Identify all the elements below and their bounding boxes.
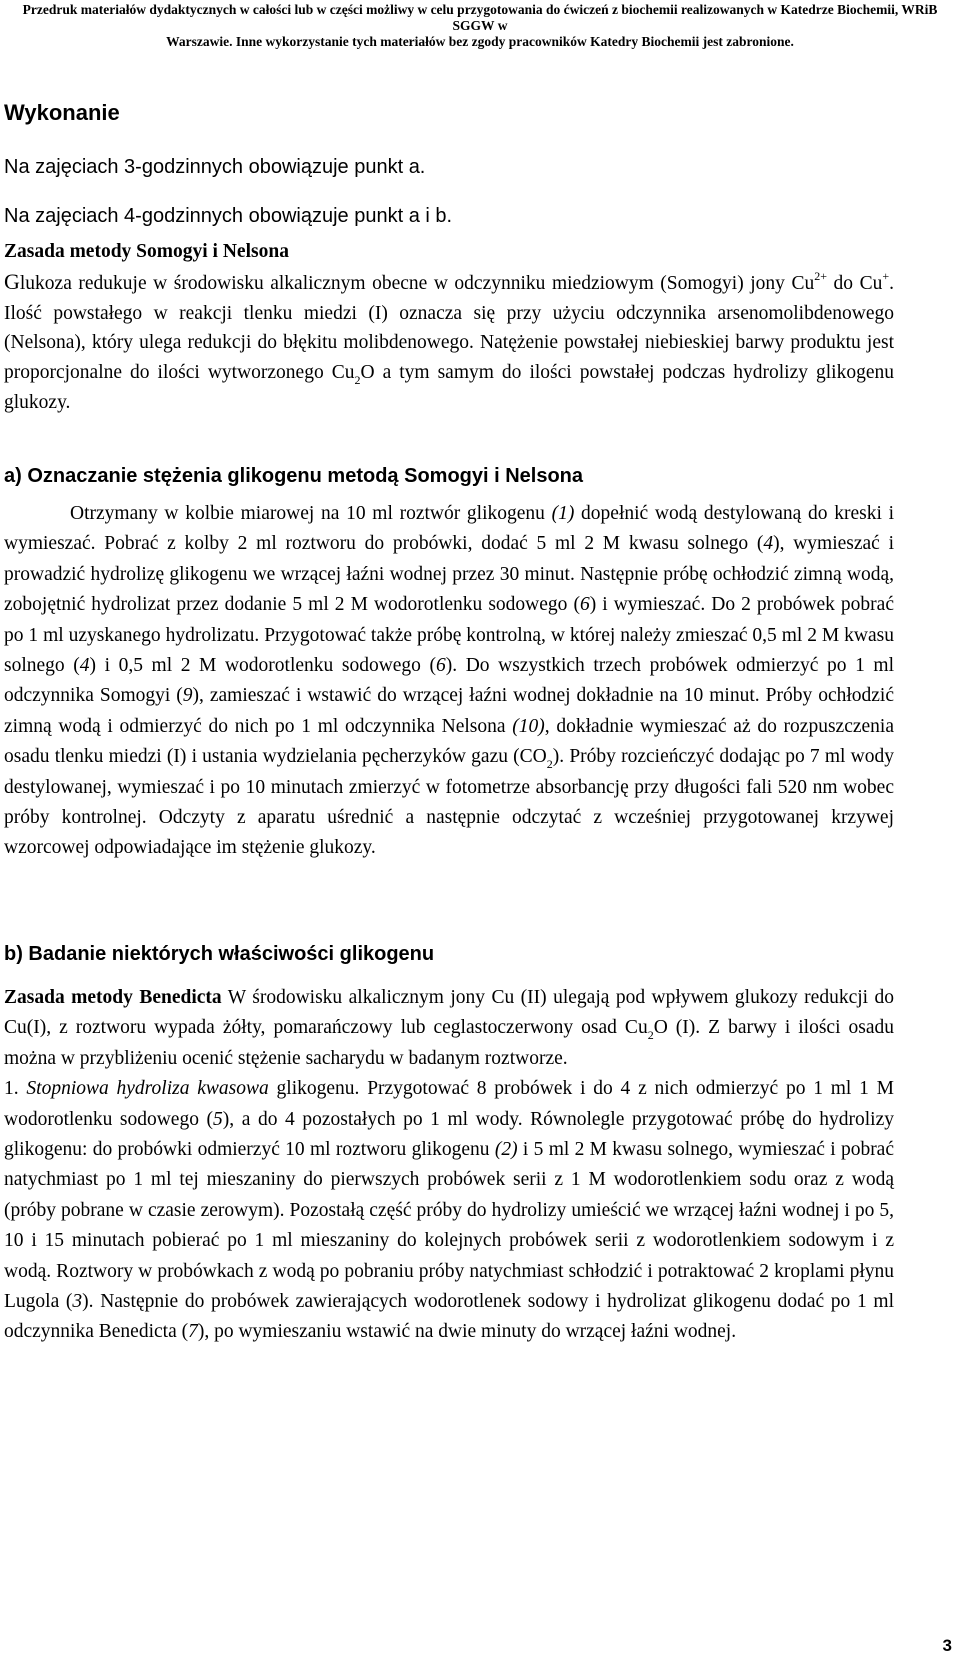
page-number: 3	[942, 1636, 952, 1655]
intro-line-1: Na zajęciach 3-godzinnych obowiązuje punkt a.	[4, 156, 426, 178]
principle-text-a: lukoza redukuje w środowisku alkalicznym obecne w odczynniku miedziowym (Somogyi) jony Cu	[19, 272, 815, 294]
step-number: 1.	[4, 1078, 27, 1100]
benedict-principle-title: Zasada metody Benedicta	[4, 987, 222, 1008]
reagent-ref: (2)	[494, 1139, 518, 1161]
section-b-text: glikogenu. Przygotować 8 probówek i do 4 z nich odmierzyć po 1 ml 1 M wodorotlenku sodowego (	[4, 1078, 894, 1130]
copyright-header	[0, 2, 960, 50]
section-a-text: ) i wymieszać. Do 2 probówek pobrać po 1 ml uzyskanego hydrolizatu. Przygotować także próbę kontrolną, w której należy zmieszać 0,5 ml 2 M kwasu solnego (	[4, 594, 894, 677]
step-title: Stopniowa hydroliza kwasowa	[26, 1078, 269, 1100]
section-b-text: i 5 ml 2 M kwasu solnego, wymieszać i pobrać natychmiast po 1 ml tej mieszaniny do pierwszych probówek serii z 1 M wodorotlenkiem sodu oraz z wodą (próby pobrane w czasie zerowym). Pozostałą część próby do hydrolizy umieścić we wrzącej łaźni wodnej i po 5, 10 i 15 minutach pobierać po 1 ml mieszaniny do kolejnych probówek serii z wodorotlenkiem sodowym i z wodą. Roztwory w probówkach z wodą po pobraniu próby natychmiast schłodzić i potraktować 2 kroplami płynu Lugola (	[4, 1139, 894, 1313]
section-a-text: ) i 0,5 ml 2 M wodorotlenku sodowego (	[89, 655, 437, 677]
section-b-text: W środowisku alkalicznym jony Cu (II) ulegają pod wpływem glukozy redukcji do Cu(I), z roztworu wypada żółty, pomarańczowy lub ceglastoczerwony osad Cu	[4, 987, 895, 1039]
section-b-text: ). Następnie do probówek zawierających wodorotlenek sodowy i hydrolizat glikogenu dodać po 1 ml odczynnika Benedicta (	[4, 1291, 894, 1343]
principle-text-d: O a tym samym do ilości powstałej podczas hydrolizy glikogenu glukozy.	[4, 362, 894, 413]
section-a-text: ). Do wszystkich trzech probówek odmierzyć po 1 ml odczynnika Somogyi (	[4, 655, 895, 707]
reagent-ref: (10)	[512, 715, 545, 737]
reagent-ref: (1)	[551, 503, 575, 524]
reagent-ref: 5	[213, 1108, 223, 1130]
subscript: 2	[546, 757, 553, 772]
section-a-text: Otrzymany w kolbie miarowej na 10 ml roztwór glikogenu	[70, 503, 552, 524]
section-a-text: , dokładnie wymieszać aż do rozpuszczenia osadu tlenku miedzi (I) i ustania wydzielania pęcherzyków gazu (CO	[4, 715, 894, 768]
section-a-paragraph	[4, 499, 894, 864]
principle-sub-1: 2	[354, 373, 361, 388]
intro-line-2: Na zajęciach 4-godzinnych obowiązuje punkt a i b.	[4, 205, 453, 227]
header-line-2: Warszawie. Inne wykorzystanie tych materiałów bez zgody pracowników Katedry Biochemii jest zabronione.	[166, 34, 794, 49]
principle-title: Zasada metody Somogyi i Nelsona	[4, 241, 289, 262]
section-b-text: ), a do 4 pozostałych po 1 ml wody. Równolegle przygotować próbę do hydrolizy glikogenu: do probówki odmierzyć 10 ml roztworu glikogenu	[4, 1108, 895, 1161]
section-b-text: O (I). Z barwy i ilości osadu można w przybliżeniu ocenić stężenie sacharydu w badanym roztworze.	[4, 1017, 894, 1069]
reagent-ref: 3	[72, 1291, 83, 1313]
reagent-ref: 7	[188, 1321, 198, 1343]
section-b-text: ), po wymieszaniu wstawić na dwie minuty do wrzącej łaźni wodnej.	[197, 1321, 737, 1343]
section-a-text: dopełnić wodą destylowaną do kreski i wymieszać. Pobrać z kolby 2 ml roztworu do probówki, dodać 5 ml 2 M kwasu solnego (	[4, 503, 894, 555]
principle-text-b: do Cu	[827, 272, 883, 294]
section-heading-wykonanie: Wykonanie	[4, 100, 120, 125]
header-line-1: Przedruk materiałów dydaktycznych w całości lub w części możliwy w celu przygotowania do ćwiczeń z biochemii realizowanych w Katedrze Biochemii, WRiB SGGW w	[22, 2, 938, 33]
subscript: 2	[647, 1028, 654, 1043]
reagent-ref: 6	[436, 655, 446, 677]
section-b-title: b) Badanie niektórych właściwości glikogenu	[4, 943, 435, 965]
reagent-ref: 4	[763, 533, 774, 555]
reagent-ref: 4	[79, 655, 90, 677]
principle-sup-2: +	[882, 269, 890, 284]
section-a-text: ), wymieszać i prowadzić hydrolizę glikogenu we wrzącej łaźni wodnej przez 30 minut. Następnie próbę ochłodzić zimną wodą, zobojętnić hydrolizat przez dodanie 5 ml 2 M wodorotlenku sodowego (	[4, 533, 894, 616]
section-a-title: a) Oznaczanie stężenia glikogenu metodą Somogyi i Nelsona	[4, 465, 584, 487]
section-a-text: ). Próby rozcieńczyć dodając po 7 ml wody destylowanej, wymieszać i po 10 minutach zmierzyć w fotometrze absorbancję przy długości fali 520 nm wobec próby kontrolnej. Odczyty z aparatu uśrednić a następnie odczytać z wcześniej przygotowanej krzywej wzorcowej odpowiadające im stężenie glukozy.	[4, 746, 894, 859]
section-b-paragraph	[4, 983, 894, 1348]
principle-text-c: . Ilość powstałego w reakcji tlenku miedzi (I) oznacza się przy użyciu odczynnika arsenomolibdenowego (Nelsona), który ulega redukcji do błękitu molibdenowego. Natężenie powstałej niebieskiej barwy produktu jest proporcjonalne do ilości wytworzonego Cu	[4, 272, 894, 384]
section-a-text: ), zamieszać i wstawić do wrzącej łaźni wodnej dokładnie na 10 minut. Próby ochłodzić zimną wodą i odmierzyć do nich po 1 ml odczynnika Nelsona	[4, 685, 894, 737]
reagent-ref: 9	[182, 685, 193, 707]
principle-paragraph	[4, 237, 894, 418]
reagent-ref: 6	[579, 594, 590, 616]
principle-sup-1: 2+	[814, 269, 827, 284]
principle-initial: G	[4, 268, 20, 294]
